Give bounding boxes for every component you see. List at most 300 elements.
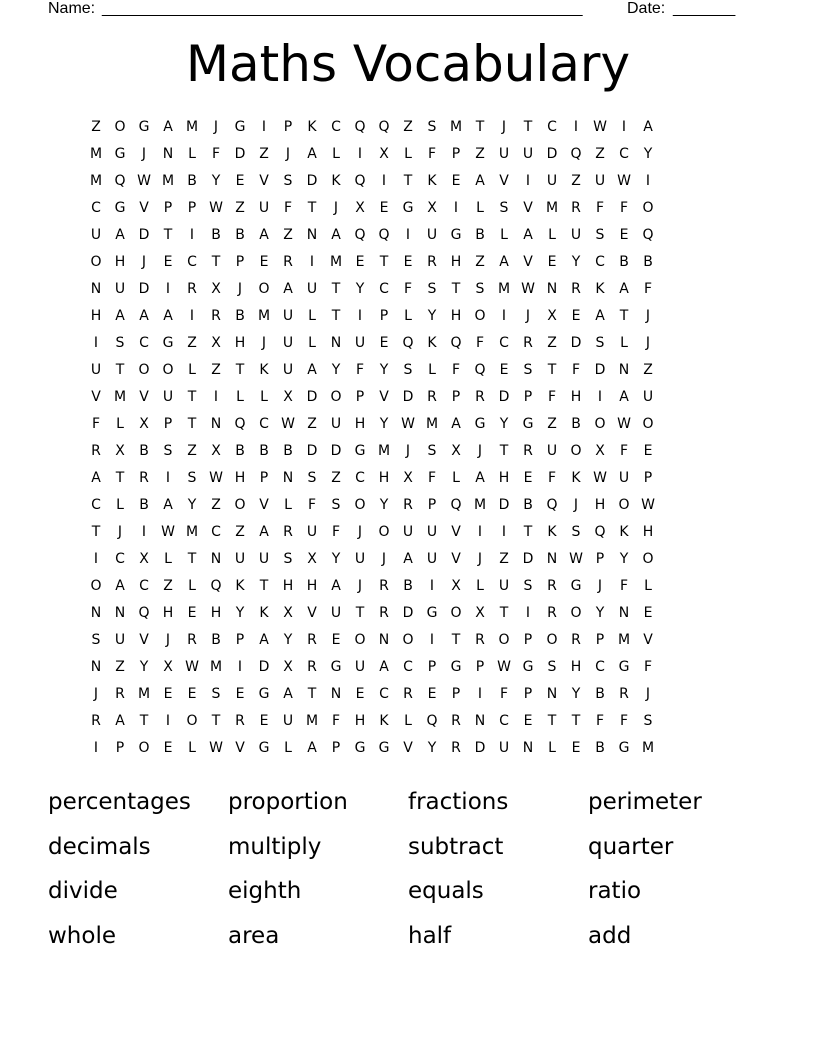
- grid-letter: Z: [475, 253, 485, 270]
- grid-letter: J: [141, 145, 147, 162]
- grid-letter: B: [643, 253, 653, 270]
- grid-letter: I: [357, 307, 363, 324]
- grid-letter: Y: [283, 631, 293, 648]
- grid-letter: F: [451, 361, 461, 378]
- grid-letter: X: [283, 658, 293, 675]
- grid-letter: Y: [379, 361, 389, 378]
- grid-letter: Z: [91, 118, 101, 135]
- grid-letter: L: [476, 199, 484, 216]
- grid-letter: L: [284, 739, 292, 756]
- grid-letter: Y: [235, 604, 245, 621]
- grid-letter: O: [498, 631, 510, 648]
- grid-letter: I: [141, 523, 147, 540]
- grid-letter: V: [139, 199, 149, 216]
- grid-letter: Q: [234, 415, 246, 432]
- grid-letter: T: [259, 577, 269, 594]
- grid-letter: I: [501, 523, 507, 540]
- grid-letter: R: [403, 685, 413, 702]
- grid-letter: Z: [643, 361, 653, 378]
- grid-letter: L: [188, 145, 196, 162]
- grid-letter: A: [259, 631, 269, 648]
- grid-row: [84, 491, 732, 518]
- grid-letter: Z: [547, 334, 557, 351]
- grid-letter: L: [548, 226, 556, 243]
- grid-letter: H: [642, 523, 654, 540]
- grid-letter: D: [498, 496, 510, 513]
- grid-letter: V: [139, 388, 149, 405]
- grid-letter: T: [187, 388, 197, 405]
- grid-letter: N: [90, 280, 102, 297]
- grid-letter: U: [594, 172, 606, 189]
- grid-letter: O: [90, 253, 102, 270]
- grid-letter: I: [453, 199, 459, 216]
- grid-letter: V: [235, 739, 245, 756]
- grid-letter: C: [547, 118, 557, 135]
- grid-letter: E: [571, 739, 581, 756]
- grid-letter: A: [283, 685, 293, 702]
- grid-letter: L: [188, 577, 196, 594]
- grid-letter: X: [211, 334, 221, 351]
- grid-letter: H: [234, 334, 246, 351]
- grid-letter: E: [331, 631, 341, 648]
- grid-letter: E: [259, 712, 269, 729]
- grid-letter: D: [570, 334, 582, 351]
- search-word: add: [588, 922, 632, 949]
- grid-letter: V: [139, 631, 149, 648]
- grid-letter: X: [355, 199, 365, 216]
- grid-letter: H: [450, 253, 462, 270]
- grid-letter: E: [619, 226, 629, 243]
- grid-row: [84, 437, 732, 464]
- grid-letter: S: [283, 550, 293, 567]
- grid-letter: O: [570, 604, 582, 621]
- grid-letter: T: [139, 712, 149, 729]
- search-word: divide: [48, 878, 118, 905]
- grid-letter: T: [523, 118, 533, 135]
- grid-letter: I: [477, 523, 483, 540]
- grid-letter: L: [476, 577, 484, 594]
- grid-letter: Z: [211, 361, 221, 378]
- grid-letter: Q: [402, 334, 414, 351]
- grid-letter: U: [258, 550, 270, 567]
- grid-letter: B: [139, 442, 149, 459]
- grid-letter: U: [234, 550, 246, 567]
- grid-letter: W: [641, 496, 655, 513]
- grid-letter: C: [595, 658, 605, 675]
- grid-letter: Y: [427, 307, 437, 324]
- grid-letter: A: [475, 469, 485, 486]
- grid-letter: S: [475, 280, 485, 297]
- search-word: decimals: [48, 833, 151, 860]
- grid-letter: W: [281, 415, 295, 432]
- grid-letter: E: [643, 604, 653, 621]
- grid-letter: E: [379, 334, 389, 351]
- grid-letter: X: [163, 658, 173, 675]
- grid-letter: T: [355, 604, 365, 621]
- grid-letter: Q: [354, 172, 366, 189]
- grid-letter: R: [451, 712, 461, 729]
- grid-letter: Z: [595, 145, 605, 162]
- grid-letter: J: [165, 631, 171, 648]
- grid-letter: D: [474, 739, 486, 756]
- grid-letter: T: [115, 361, 125, 378]
- grid-letter: A: [307, 361, 317, 378]
- grid-letter: Y: [643, 145, 653, 162]
- grid-letter: Z: [187, 442, 197, 459]
- grid-letter: M: [137, 685, 151, 702]
- grid-letter: L: [164, 550, 172, 567]
- grid-letter: F: [643, 658, 653, 675]
- grid-letter: W: [161, 523, 175, 540]
- grid-letter: X: [547, 307, 557, 324]
- grid-letter: O: [642, 199, 654, 216]
- grid-letter: B: [235, 442, 245, 459]
- grid-letter: R: [523, 442, 533, 459]
- grid-letter: O: [378, 523, 390, 540]
- grid-row: [84, 140, 732, 167]
- grid-letter: A: [475, 172, 485, 189]
- grid-letter: J: [645, 334, 651, 351]
- grid-letter: D: [234, 145, 246, 162]
- grid-row: [84, 599, 732, 626]
- grid-letter: V: [379, 388, 389, 405]
- grid-letter: F: [307, 496, 317, 513]
- grid-letter: C: [91, 199, 101, 216]
- grid-row: [84, 167, 732, 194]
- grid-letter: N: [618, 361, 630, 378]
- grid-letter: T: [235, 361, 245, 378]
- grid-row: [84, 707, 732, 734]
- grid-letter: J: [357, 523, 363, 540]
- grid-letter: L: [116, 496, 124, 513]
- grid-letter: E: [259, 253, 269, 270]
- grid-letter: M: [185, 118, 199, 135]
- grid-letter: U: [354, 550, 366, 567]
- grid-letter: R: [475, 631, 485, 648]
- grid-letter: N: [162, 145, 174, 162]
- grid-letter: H: [594, 496, 606, 513]
- grid-letter: F: [595, 199, 605, 216]
- grid-letter: T: [547, 712, 557, 729]
- grid-letter: O: [594, 415, 606, 432]
- grid-letter: V: [451, 550, 461, 567]
- grid-letter: S: [595, 334, 605, 351]
- grid-letter: U: [330, 604, 342, 621]
- grid-letter: Q: [426, 712, 438, 729]
- grid-letter: I: [621, 118, 627, 135]
- grid-letter: J: [477, 550, 483, 567]
- grid-letter: O: [186, 712, 198, 729]
- grid-letter: S: [211, 685, 221, 702]
- grid-letter: J: [645, 685, 651, 702]
- grid-letter: P: [235, 631, 245, 648]
- grid-letter: G: [330, 658, 342, 675]
- grid-row: [84, 626, 732, 653]
- grid-letter: C: [619, 145, 629, 162]
- grid-letter: O: [570, 442, 582, 459]
- grid-letter: L: [452, 469, 460, 486]
- grid-letter: F: [619, 577, 629, 594]
- grid-letter: P: [379, 307, 389, 324]
- grid-letter: B: [619, 253, 629, 270]
- grid-letter: H: [570, 388, 582, 405]
- grid-letter: R: [571, 199, 581, 216]
- grid-letter: F: [571, 361, 581, 378]
- grid-letter: F: [547, 388, 557, 405]
- grid-letter: V: [643, 631, 653, 648]
- grid-letter: A: [163, 307, 173, 324]
- grid-letter: Y: [571, 685, 581, 702]
- grid-letter: H: [210, 604, 222, 621]
- grid-letter: Z: [403, 118, 413, 135]
- grid-letter: A: [163, 118, 173, 135]
- grid-letter: F: [619, 199, 629, 216]
- grid-letter: W: [593, 118, 607, 135]
- grid-letter: B: [283, 442, 293, 459]
- grid-letter: Y: [139, 658, 149, 675]
- grid-letter: W: [569, 550, 583, 567]
- grid-letter: D: [546, 145, 558, 162]
- grid-letter: Z: [547, 415, 557, 432]
- grid-letter: T: [451, 631, 461, 648]
- date-field[interactable]: _______: [673, 0, 736, 17]
- grid-letter: R: [283, 523, 293, 540]
- grid-letter: U: [498, 145, 510, 162]
- grid-letter: L: [236, 388, 244, 405]
- grid-letter: Q: [474, 361, 486, 378]
- grid-letter: L: [116, 415, 124, 432]
- grid-letter: Q: [546, 496, 558, 513]
- grid-letter: D: [258, 658, 270, 675]
- grid-letter: I: [93, 334, 99, 351]
- grid-letter: C: [259, 415, 269, 432]
- grid-letter: Z: [163, 577, 173, 594]
- grid-letter: L: [404, 307, 412, 324]
- grid-letter: U: [90, 361, 102, 378]
- grid-letter: I: [573, 118, 579, 135]
- grid-row: [84, 221, 732, 248]
- grid-letter: I: [189, 307, 195, 324]
- grid-letter: P: [427, 658, 437, 675]
- grid-letter: W: [185, 658, 199, 675]
- grid-letter: F: [283, 199, 293, 216]
- grid-letter: Q: [450, 334, 462, 351]
- grid-letter: A: [259, 523, 269, 540]
- grid-letter: B: [475, 226, 485, 243]
- grid-letter: A: [115, 577, 125, 594]
- grid-letter: U: [570, 226, 582, 243]
- grid-letter: Q: [594, 523, 606, 540]
- search-word: perimeter: [588, 789, 702, 816]
- grid-letter: C: [139, 334, 149, 351]
- grid-letter: I: [597, 388, 603, 405]
- grid-letter: Y: [211, 172, 221, 189]
- search-word: area: [228, 922, 280, 949]
- grid-letter: R: [187, 631, 197, 648]
- grid-letter: J: [333, 199, 339, 216]
- grid-letter: X: [139, 550, 149, 567]
- grid-letter: L: [620, 334, 628, 351]
- grid-letter: O: [618, 496, 630, 513]
- grid-letter: O: [642, 415, 654, 432]
- date-label: Date:: [627, 0, 666, 17]
- grid-letter: R: [427, 388, 437, 405]
- grid-letter: V: [403, 739, 413, 756]
- grid-letter: S: [331, 496, 341, 513]
- word-row: [48, 780, 768, 825]
- grid-letter: E: [523, 469, 533, 486]
- grid-row: [84, 275, 732, 302]
- grid-letter: X: [451, 577, 461, 594]
- grid-letter: C: [403, 658, 413, 675]
- grid-letter: Z: [283, 226, 293, 243]
- grid-letter: G: [402, 199, 414, 216]
- grid-letter: W: [497, 658, 511, 675]
- grid-letter: A: [115, 226, 125, 243]
- grid-letter: T: [499, 604, 509, 621]
- grid-letter: R: [379, 577, 389, 594]
- grid-letter: U: [426, 550, 438, 567]
- grid-letter: C: [91, 496, 101, 513]
- grid-letter: X: [379, 145, 389, 162]
- grid-row: [84, 302, 732, 329]
- grid-letter: Q: [378, 226, 390, 243]
- grid-letter: H: [306, 577, 318, 594]
- grid-letter: M: [209, 658, 223, 675]
- grid-letter: D: [402, 604, 414, 621]
- grid-letter: T: [187, 550, 197, 567]
- grid-letter: N: [522, 739, 534, 756]
- grid-letter: N: [114, 604, 126, 621]
- grid-row: [84, 356, 732, 383]
- grid-letter: A: [451, 415, 461, 432]
- grid-letter: F: [595, 712, 605, 729]
- grid-letter: E: [163, 253, 173, 270]
- grid-letter: B: [523, 496, 533, 513]
- grid-letter: P: [355, 388, 365, 405]
- grid-letter: E: [427, 685, 437, 702]
- grid-letter: J: [237, 280, 243, 297]
- grid-letter: S: [115, 334, 125, 351]
- search-word: eighth: [228, 878, 302, 905]
- grid-letter: O: [234, 496, 246, 513]
- grid-letter: T: [307, 685, 317, 702]
- grid-letter: L: [308, 307, 316, 324]
- grid-letter: T: [115, 469, 125, 486]
- grid-letter: W: [209, 199, 223, 216]
- grid-letter: G: [522, 415, 534, 432]
- grid-letter: N: [546, 685, 558, 702]
- grid-letter: I: [429, 577, 435, 594]
- grid-row: [84, 572, 732, 599]
- grid-letter: T: [451, 280, 461, 297]
- grid-letter: A: [115, 712, 125, 729]
- grid-letter: D: [594, 361, 606, 378]
- grid-letter: I: [261, 118, 267, 135]
- grid-letter: I: [645, 172, 651, 189]
- grid-letter: O: [258, 280, 270, 297]
- grid-letter: P: [283, 118, 293, 135]
- grid-letter: J: [501, 118, 507, 135]
- grid-letter: L: [188, 361, 196, 378]
- grid-letter: L: [404, 712, 412, 729]
- grid-letter: V: [259, 172, 269, 189]
- grid-letter: A: [115, 307, 125, 324]
- grid-letter: G: [474, 415, 486, 432]
- grid-letter: M: [257, 307, 271, 324]
- grid-letter: A: [259, 226, 269, 243]
- grid-letter: X: [451, 442, 461, 459]
- search-word: fractions: [408, 789, 509, 816]
- search-word: quarter: [588, 833, 674, 860]
- grid-letter: R: [91, 712, 101, 729]
- grid-letter: D: [306, 442, 318, 459]
- grid-letter: U: [90, 226, 102, 243]
- grid-row: [84, 410, 732, 437]
- grid-letter: P: [235, 253, 245, 270]
- grid-letter: A: [595, 307, 605, 324]
- grid-letter: G: [618, 658, 630, 675]
- grid-letter: T: [571, 712, 581, 729]
- grid-letter: K: [235, 577, 245, 594]
- grid-letter: P: [523, 685, 533, 702]
- grid-letter: F: [403, 280, 413, 297]
- grid-letter: J: [93, 685, 99, 702]
- grid-letter: Y: [355, 280, 365, 297]
- grid-letter: X: [211, 280, 221, 297]
- grid-letter: P: [187, 199, 197, 216]
- grid-letter: I: [165, 280, 171, 297]
- grid-letter: H: [354, 712, 366, 729]
- grid-letter: G: [114, 145, 126, 162]
- grid-letter: C: [331, 118, 341, 135]
- grid-letter: R: [91, 442, 101, 459]
- grid-letter: U: [282, 712, 294, 729]
- grid-letter: Z: [307, 415, 317, 432]
- grid-letter: I: [477, 685, 483, 702]
- grid-letter: D: [138, 226, 150, 243]
- grid-letter: M: [497, 280, 511, 297]
- grid-letter: U: [162, 388, 174, 405]
- grid-letter: E: [403, 253, 413, 270]
- grid-letter: G: [258, 739, 270, 756]
- grid-letter: I: [309, 253, 315, 270]
- grid-letter: G: [522, 658, 534, 675]
- grid-letter: W: [209, 739, 223, 756]
- grid-letter: U: [426, 523, 438, 540]
- name-field[interactable]: ______________________________________________________: [102, 0, 583, 17]
- grid-letter: O: [138, 739, 150, 756]
- grid-letter: E: [355, 253, 365, 270]
- search-word: equals: [408, 878, 484, 905]
- grid-letter: J: [141, 253, 147, 270]
- grid-letter: C: [211, 523, 221, 540]
- grid-letter: F: [619, 712, 629, 729]
- grid-letter: U: [402, 523, 414, 540]
- grid-letter: D: [306, 388, 318, 405]
- grid-letter: A: [523, 226, 533, 243]
- grid-letter: K: [331, 172, 341, 189]
- grid-letter: B: [211, 226, 221, 243]
- grid-letter: U: [642, 388, 654, 405]
- grid-letter: T: [379, 253, 389, 270]
- letter-grid: [84, 113, 732, 761]
- grid-letter: O: [642, 550, 654, 567]
- grid-letter: P: [115, 739, 125, 756]
- grid-letter: Q: [642, 226, 654, 243]
- grid-letter: R: [547, 577, 557, 594]
- grid-letter: J: [645, 307, 651, 324]
